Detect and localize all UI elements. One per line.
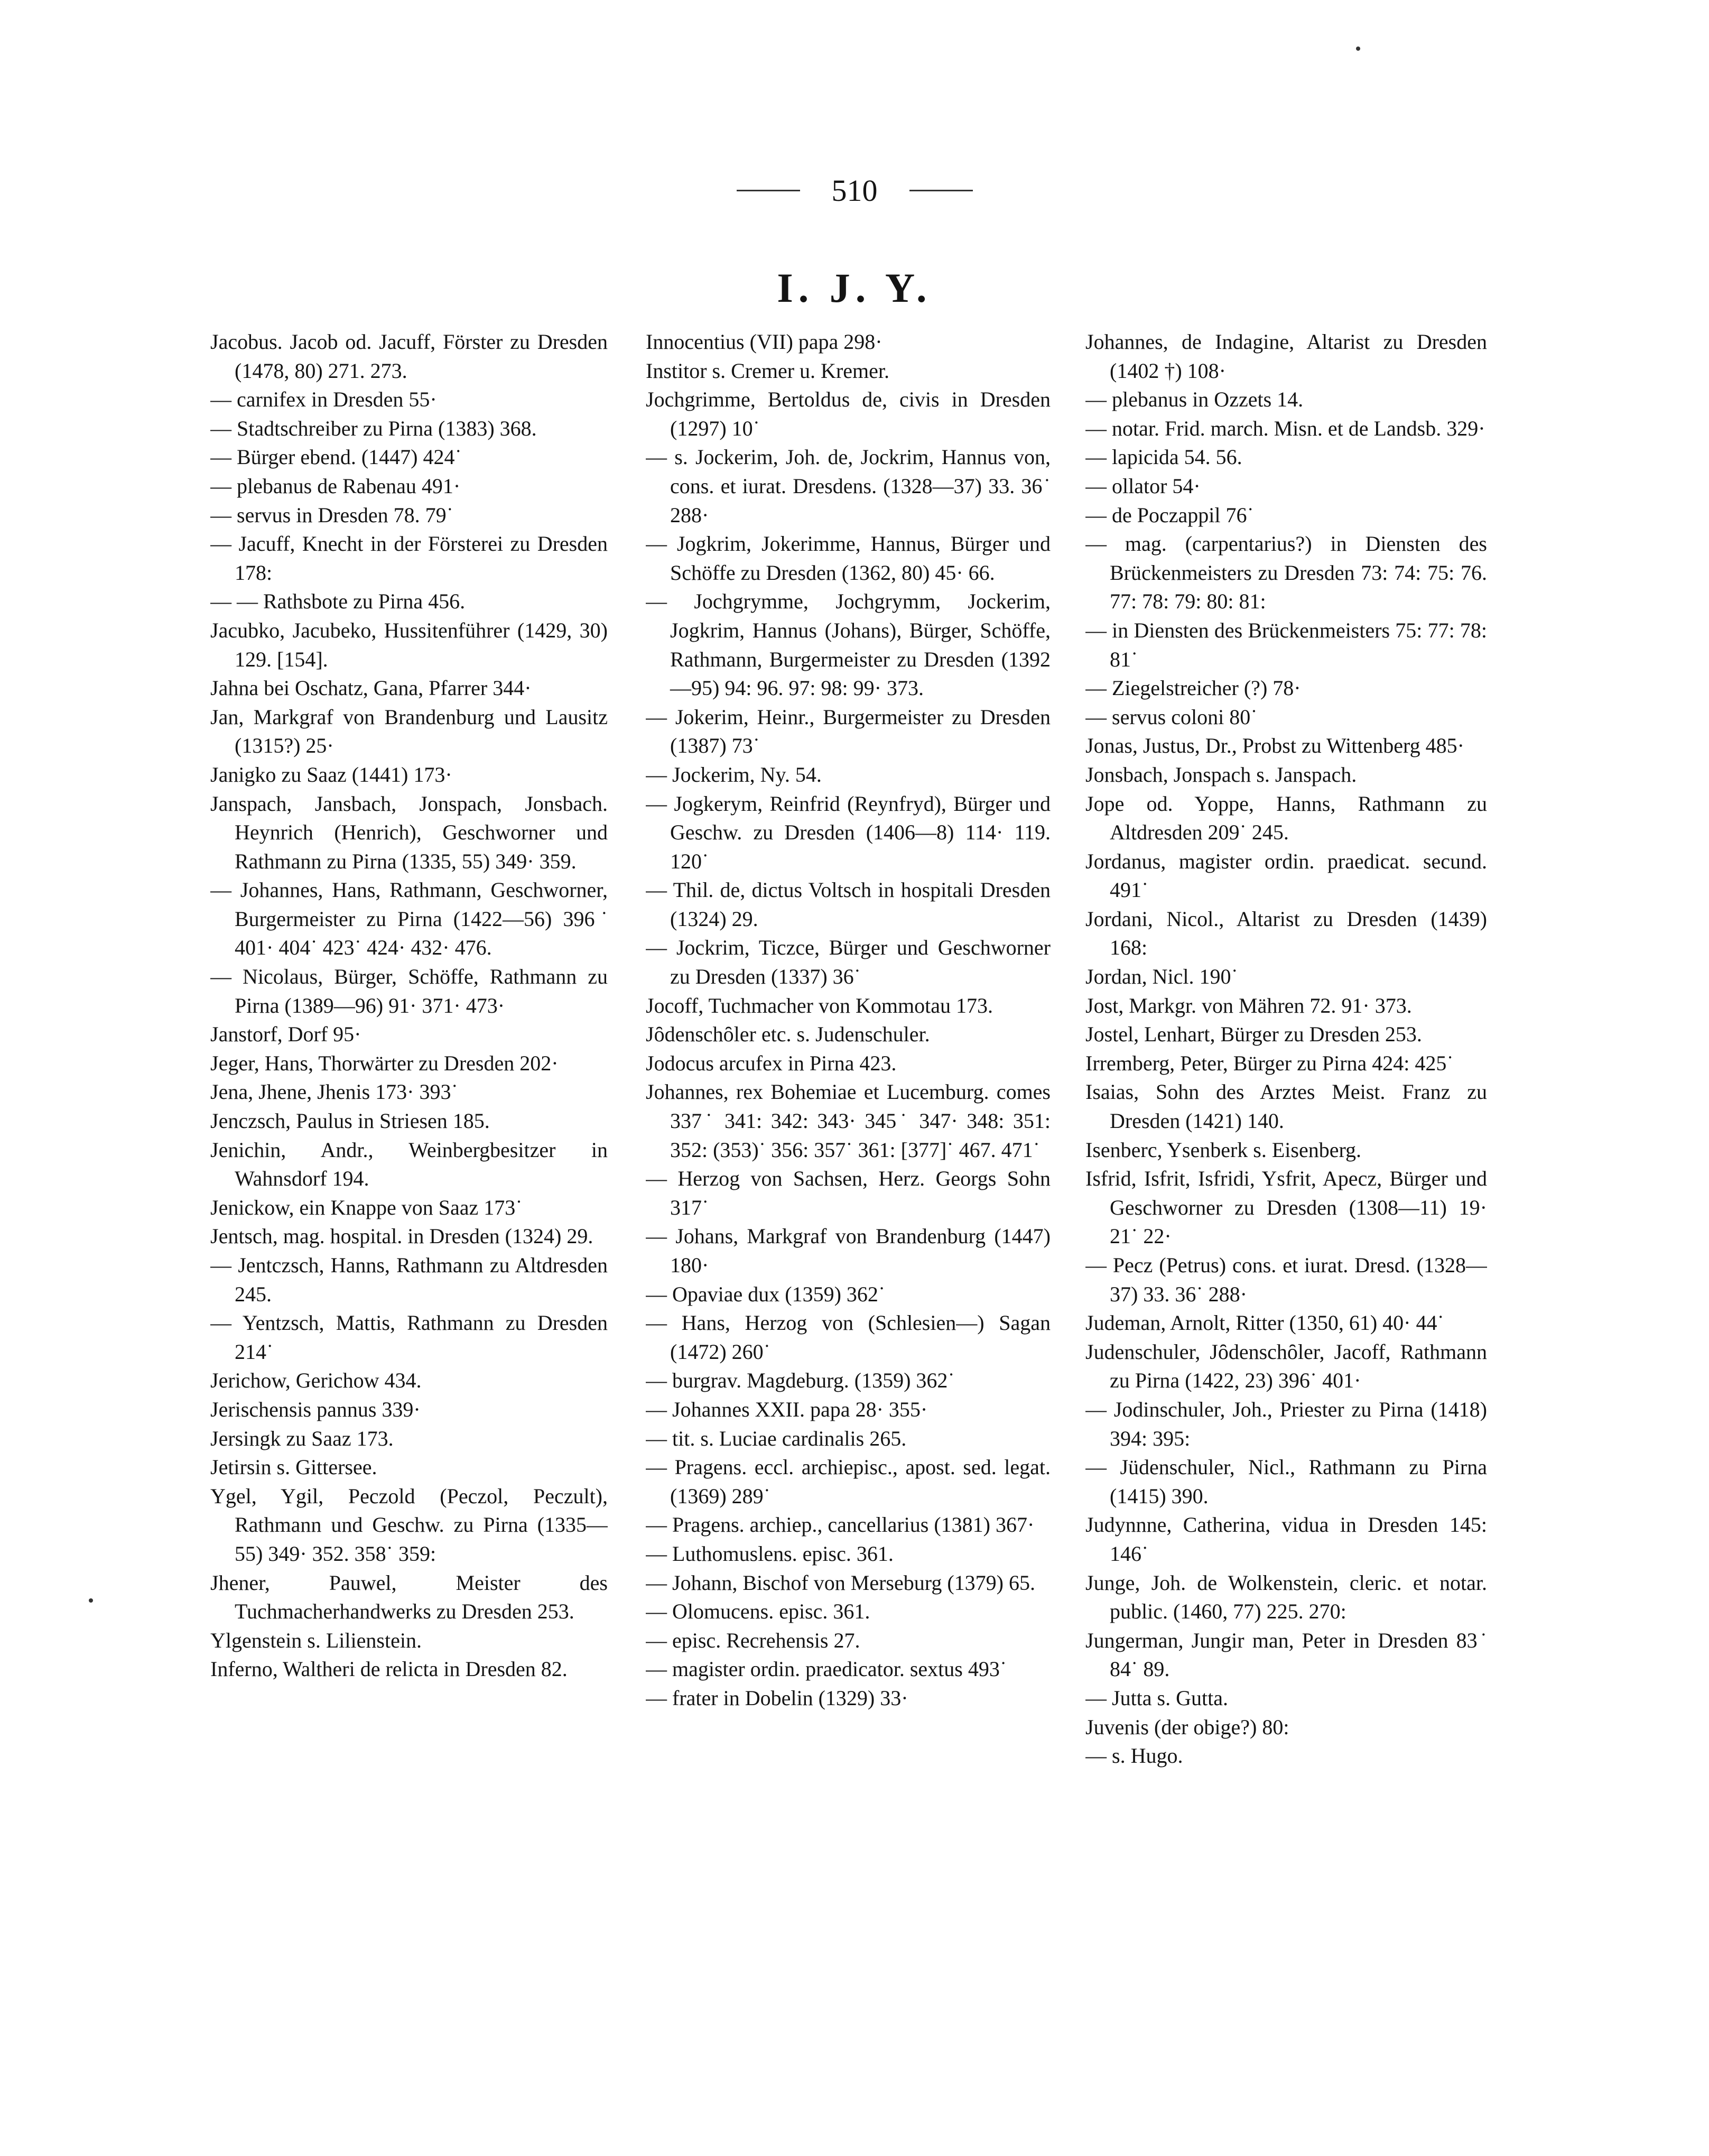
index-entry: — Johans, Markgraf von Brandenburg (1447) 180· [646, 1224, 1051, 1277]
index-entry: Jope od. Yoppe, Hanns, Rathmann zu Altdresden 209˙ 245. [1085, 791, 1487, 845]
index-entry: Janspach, Jansbach, Jonspach, Jonsbach. Heynrich (Henrich), Geschworner und Rathmann zu Pirna (1335, 55) 349· 359. [210, 791, 608, 873]
index-entry: Jetirsin s. Gittersee. [210, 1455, 377, 1479]
index-entry: — Hans, Herzog von (Schlesien—) Sagan (1472) 260˙ [646, 1311, 1051, 1364]
index-entry: — Pragens. eccl. archiepisc., apost. sed. legat. (1369) 289˙ [646, 1455, 1051, 1508]
index-entry: Jost, Markgr. von Mähren 72. 91· 373. [1085, 993, 1412, 1017]
index-entry: Jenichin, Andr., Weinbergbesitzer in Wahnsdorf 194. [210, 1137, 608, 1191]
index-entry: — Jacuff, Knecht in der Försterei zu Dresden 178: [210, 532, 608, 585]
index-entry: Jena, Jhene, Jhenis 173· 393˙ [210, 1080, 458, 1104]
index-entry: Isaias, Sohn des Arztes Meist. Franz zu Dresden (1421) 140. [1085, 1080, 1487, 1133]
index-entry: — plebanus in Ozzets 14. [1085, 387, 1304, 412]
index-entry: Jungerman, Jungir man, Peter in Dresden 83˙ 84˙ 89. [1085, 1628, 1487, 1681]
page-number: 510 [831, 173, 878, 208]
index-entry: Judenschuler, Jȏdenschȏler, Jacoff, Rathmann zu Pirna (1422, 23) 396˙ 401· [1085, 1339, 1487, 1393]
index-entry: Jerischensis pannus 339· [210, 1397, 421, 1421]
index-entry: Jan, Markgraf von Brandenburg und Lausitz (1315?) 25· [210, 705, 608, 758]
index-entry: Jonsbach, Jonspach s. Janspach. [1085, 762, 1357, 786]
index-entry: Isenberc, Ysenberk s. Eisenberg. [1085, 1137, 1362, 1162]
index-entry: Irremberg, Peter, Bürger zu Pirna 424: 425˙ [1085, 1051, 1454, 1075]
index-entry: Jahna bei Oschatz, Gana, Pfarrer 344· [210, 676, 532, 700]
index-entry: — Jockerim, Ny. 54. [646, 762, 822, 786]
index-entry: — Luthomuslens. episc. 361. [646, 1541, 894, 1566]
index-entry: Janstorf, Dorf 95· [210, 1022, 361, 1047]
index-entry: Jenczsch, Paulus in Striesen 185. [210, 1109, 490, 1133]
index-entry: Jacubko, Jacubeko, Hussitenführer (1429, 30) 129. [154]. [210, 618, 608, 671]
index-entry: — episc. Recrehensis 27. [646, 1628, 860, 1652]
index-entry: Judeman, Arnolt, Ritter (1350, 61) 40· 44˙ [1085, 1311, 1444, 1335]
index-entry: — servus coloni 80˙ [1085, 705, 1258, 729]
index-entry: Jostel, Lenhart, Bürger zu Dresden 253. [1085, 1022, 1422, 1047]
index-entry: — carnifex in Dresden 55· [210, 387, 437, 412]
index-entry: — Jogkerym, Reinfrid (Reynfryd), Bürger und Geschw. zu Dresden (1406—8) 114· 119. 120˙ [646, 791, 1051, 873]
index-entry: Jeger, Hans, Thorwärter zu Dresden 202· [210, 1051, 559, 1075]
index-entry: — Jodinschuler, Joh., Priester zu Pirna (1418) 394: 395: [1085, 1397, 1487, 1450]
index-entry: — magister ordin. praedicator. sextus 493˙ [646, 1657, 1007, 1681]
index-entry: — Jutta s. Gutta. [1085, 1686, 1228, 1710]
index-entry: Johannes, de Indagine, Altarist zu Dresden (1402 †) 108· [1085, 330, 1487, 383]
index-entry: — servus in Dresden 78. 79˙ [210, 503, 453, 527]
index-entry: Jacobus. Jacob od. Jacuff, Förster zu Dresden (1478, 80) 271. 273. [210, 330, 608, 383]
index-entry: — Jochgrymme, Jochgrymm, Jockerim, Jogkrim, Hannus (Johans), Bürger, Schöffe, Rathmann, Burgermeister zu Dresden (1392—95) 94: 96. 97: 98: 99· 373. [646, 589, 1051, 700]
index-entry: — burgrav. Magdeburg. (1359) 362˙ [646, 1368, 955, 1393]
index-entry: Johannes, rex Bohemiae et Lucemburg. comes 337˙ 341: 342: 343· 345˙ 347· 348: 351: 352: (353)˙ 356: 357˙ 361: [377]˙ 467. 471˙ [646, 1080, 1051, 1162]
index-entry: Jhener, Pauwel, Meister des Tuchmacherhandwerks zu Dresden 253. [210, 1570, 608, 1624]
index-entry: Jerichow, Gerichow 434. [210, 1368, 422, 1393]
index-entry: Ylgenstein s. Lilienstein. [210, 1628, 422, 1652]
index-entry: — Pecz (Petrus) cons. et iurat. Dresd. (1328—37) 33. 36˙ 288· [1085, 1253, 1487, 1306]
index-entry: — lapicida 54. 56. [1085, 445, 1242, 469]
index-entry: — de Poczappil 76˙ [1085, 503, 1254, 527]
index-entry: Jochgrimme, Bertoldus de, civis in Dresden (1297) 10˙ [646, 387, 1051, 440]
index-entry: — Olomucens. episc. 361. [646, 1599, 870, 1624]
page-header [0, 159, 1709, 222]
index-entry: Jodocus arcufex in Pirna 423. [646, 1051, 897, 1075]
index-entry: — notar. Frid. march. Misn. et de Landsb. 329· [1085, 416, 1485, 440]
header-rule-right [909, 190, 973, 191]
index-entry: Juvenis (der obige?) 80: [1085, 1715, 1289, 1739]
index-entry: — — Rathsbote zu Pirna 456. [210, 589, 466, 614]
index-entry: — Ziegelstreicher (?) 78· [1085, 676, 1301, 700]
index-entry: — Opaviae dux (1359) 362˙ [646, 1282, 886, 1306]
index-column-middle [646, 328, 1051, 2083]
index-entry: Innocentius (VII) papa 298· [646, 330, 883, 354]
index-entry: — Pragens. archiep., cancellarius (1381) 367· [646, 1513, 1035, 1537]
speck-mark [89, 1598, 93, 1603]
index-entry: Institor s. Cremer u. Kremer. [646, 358, 889, 383]
index-entry: — s. Hugo. [1085, 1744, 1183, 1768]
index-entry: Jonas, Justus, Dr., Probst zu Wittenberg 485· [1085, 734, 1464, 758]
index-entry: — plebanus de Rabenau 491· [210, 474, 461, 498]
section-heading: I. J. Y. [777, 265, 932, 311]
index-entry: Isfrid, Isfrit, Isfridi, Ysfrit, Apecz, Bürger und Geschworner zu Dresden (1308—11) 19· 21˙ 22· [1085, 1167, 1487, 1248]
index-entry: — Jokerim, Heinr., Burgermeister zu Dresden (1387) 73˙ [646, 705, 1051, 758]
index-entry: — Herzog von Sachsen, Herz. Georgs Sohn 317˙ [646, 1167, 1051, 1219]
index-entry: Jordanus, magister ordin. praedicat. secund. 491˙ [1085, 849, 1487, 902]
index-entry: Inferno, Waltheri de relicta in Dresden 82. [210, 1657, 568, 1681]
index-entry: — Jentczsch, Hanns, Rathmann zu Altdresden 245. [210, 1253, 608, 1306]
index-entry: — Nicolaus, Bürger, Schöffe, Rathmann zu Pirna (1389—96) 91· 371· 473· [210, 965, 608, 1017]
index-entry: — Jockrim, Ticzce, Bürger und Geschworner zu Dresden (1337) 36˙ [646, 936, 1051, 989]
index-entry: Jordani, Nicol., Altarist zu Dresden (1439) 168: [1085, 906, 1487, 960]
index-entry: Jersingk zu Saaz 173. [210, 1426, 394, 1450]
index-column-right [1085, 328, 1487, 2083]
index-entry: Jentsch, mag. hospital. in Dresden (1324) 29. [210, 1224, 593, 1248]
index-column-left [210, 328, 608, 2083]
index-entry: — Stadtschreiber zu Pirna (1383) 368. [210, 416, 537, 440]
index-entry: — in Diensten des Brückenmeisters 75: 77: 78: 81˙ [1085, 618, 1487, 671]
index-entry: — Bürger ebend. (1447) 424˙ [210, 445, 462, 469]
index-entry: Jȏdenschȏler etc. s. Judenschuler. [646, 1022, 930, 1047]
index-entry: — Jüdenschuler, Nicl., Rathmann zu Pirna (1415) 390. [1085, 1455, 1487, 1508]
index-entry: — Yentzsch, Mattis, Rathmann zu Dresden 214˙ [210, 1311, 608, 1364]
index-entry: Judynnne, Catherina, vidua in Dresden 145: 146˙ [1085, 1513, 1487, 1566]
index-entry: — frater in Dobelin (1329) 33· [646, 1686, 908, 1710]
index-entry: — Johannes XXII. papa 28· 355· [646, 1397, 928, 1421]
index-entry: — Johannes, Hans, Rathmann, Geschworner, Burgermeister zu Pirna (1422—56) 396˙ 401· 404˙ 423˙ 424· 432· 476. [210, 878, 608, 960]
index-entry: Junge, Joh. de Wolkenstein, cleric. et notar. public. (1460, 77) 225. 270: [1085, 1570, 1487, 1624]
speck-mark [1356, 47, 1360, 51]
index-entry: Jordan, Nicl. 190˙ [1085, 965, 1238, 989]
index-entry: — ollator 54· [1085, 474, 1201, 498]
index-entry: — s. Jockerim, Joh. de, Jockrim, Hannus von, cons. et iurat. Dresdens. (1328—37) 33. 36˙ 288· [646, 445, 1051, 527]
index-entry: — mag. (carpentarius?) in Diensten des Brückenmeisters zu Dresden 73: 74: 75: 76. 77: 78: 79: 80: 81: [1085, 532, 1487, 614]
index-entry: — Johann, Bischof von Merseburg (1379) 65. [646, 1570, 1035, 1595]
index-entry: — Jogkrim, Jokerimme, Hannus, Bürger und Schöffe zu Dresden (1362, 80) 45· 66. [646, 532, 1051, 585]
index-entry: — Thil. de, dictus Voltsch in hospitali Dresden (1324) 29. [646, 878, 1051, 931]
index-entry: Ygel, Ygil, Peczold (Peczol, Peczult), Rathmann und Geschw. zu Pirna (1335—55) 349· 352. 358˙ 359: [210, 1484, 608, 1566]
index-entry: Jocoff, Tuchmacher von Kommotau 173. [646, 993, 993, 1017]
index-entry: Jenickow, ein Knappe von Saaz 173˙ [210, 1195, 523, 1219]
index-entry: Janigko zu Saaz (1441) 173· [210, 762, 452, 786]
header-rule-left [737, 190, 800, 191]
index-entry: — tit. s. Luciae cardinalis 265. [646, 1426, 907, 1450]
